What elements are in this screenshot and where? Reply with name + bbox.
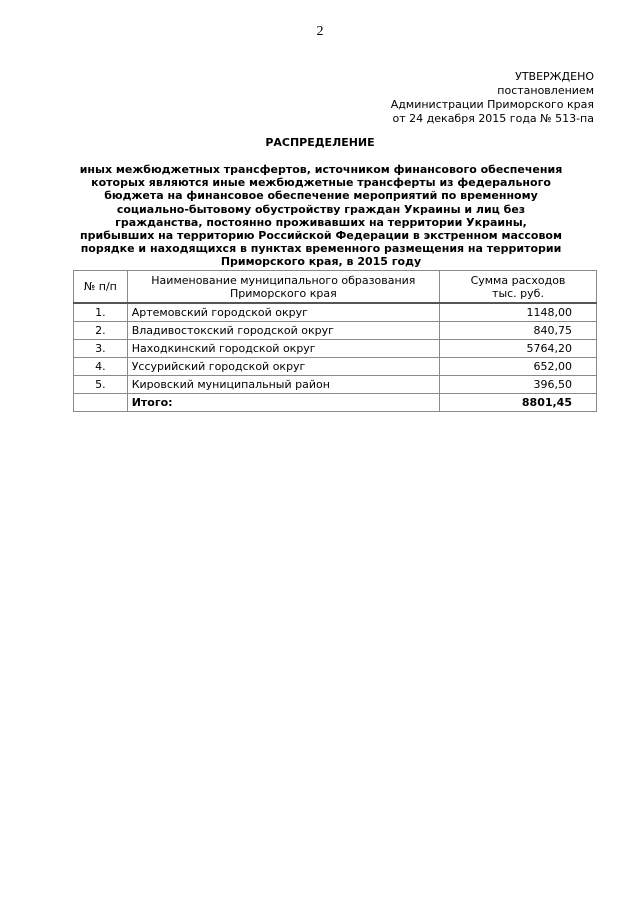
- row-sum: 1148,00: [439, 303, 596, 322]
- table-total-row: [74, 394, 597, 412]
- page-number: 2: [316, 24, 324, 39]
- total-num-cell: [74, 394, 128, 412]
- row-sum: 840,75: [439, 322, 596, 340]
- table-row: [74, 303, 597, 322]
- header-name-line2: Приморского края: [229, 286, 337, 300]
- table-row: [74, 322, 597, 340]
- document-subtitle: иных межбюджетных трансфертов, источником финансового обеспечения которых являются иные межбюджетные трансферты из федерального бюджета на финансовое обеспечение мероприятий по временному социально-бытовому обустройству граждан Украины и лиц без гражданства, постоянно проживавших на территории Украины, прибывших на территорию Российской Федерации в экстренном массовом порядке и находящихся в пунктах временного размещения на территории Приморского края, в 2015 году: [79, 163, 563, 269]
- row-sum: 5764,20: [439, 340, 596, 358]
- table-row: [74, 376, 597, 394]
- row-num: 5.: [74, 376, 128, 394]
- row-num: 2.: [74, 322, 128, 340]
- row-num: 1.: [74, 303, 128, 322]
- row-name: Уссурийский городской округ: [127, 358, 439, 376]
- total-sum: 8801,45: [439, 394, 596, 412]
- row-num: 3.: [74, 340, 128, 358]
- document-title: РАСПРЕДЕЛЕНИЕ: [265, 136, 375, 149]
- table-row: [74, 340, 597, 358]
- approval-line: Администрации Приморского края: [390, 98, 594, 111]
- approval-block: [391, 70, 594, 126]
- row-name: Владивостокский городской округ: [127, 322, 439, 340]
- row-name: Артемовский городской округ: [127, 303, 439, 322]
- row-num: 4.: [74, 358, 128, 376]
- row-sum: 652,00: [439, 358, 596, 376]
- header-sum: [439, 271, 596, 304]
- row-name: Находкинский городской округ: [127, 340, 439, 358]
- header-sum-line1: Сумма расходов: [470, 273, 566, 287]
- row-name: Кировский муниципальный район: [127, 376, 439, 394]
- header-name-line1: Наименование муниципального образования: [151, 273, 416, 287]
- table-header-row: [74, 271, 597, 304]
- row-sum: 396,50: [439, 376, 596, 394]
- approval-line: постановлением: [497, 84, 594, 97]
- distribution-table: [73, 270, 597, 412]
- header-sum-line2: тыс. руб.: [492, 286, 544, 300]
- header-name: [127, 271, 439, 304]
- total-label: Итого:: [127, 394, 439, 412]
- header-num: № п/п: [74, 271, 128, 304]
- table-row: [74, 358, 597, 376]
- approval-line: УТВЕРЖДЕНО: [515, 70, 594, 83]
- approval-line: от 24 декабря 2015 года № 513-па: [392, 112, 594, 125]
